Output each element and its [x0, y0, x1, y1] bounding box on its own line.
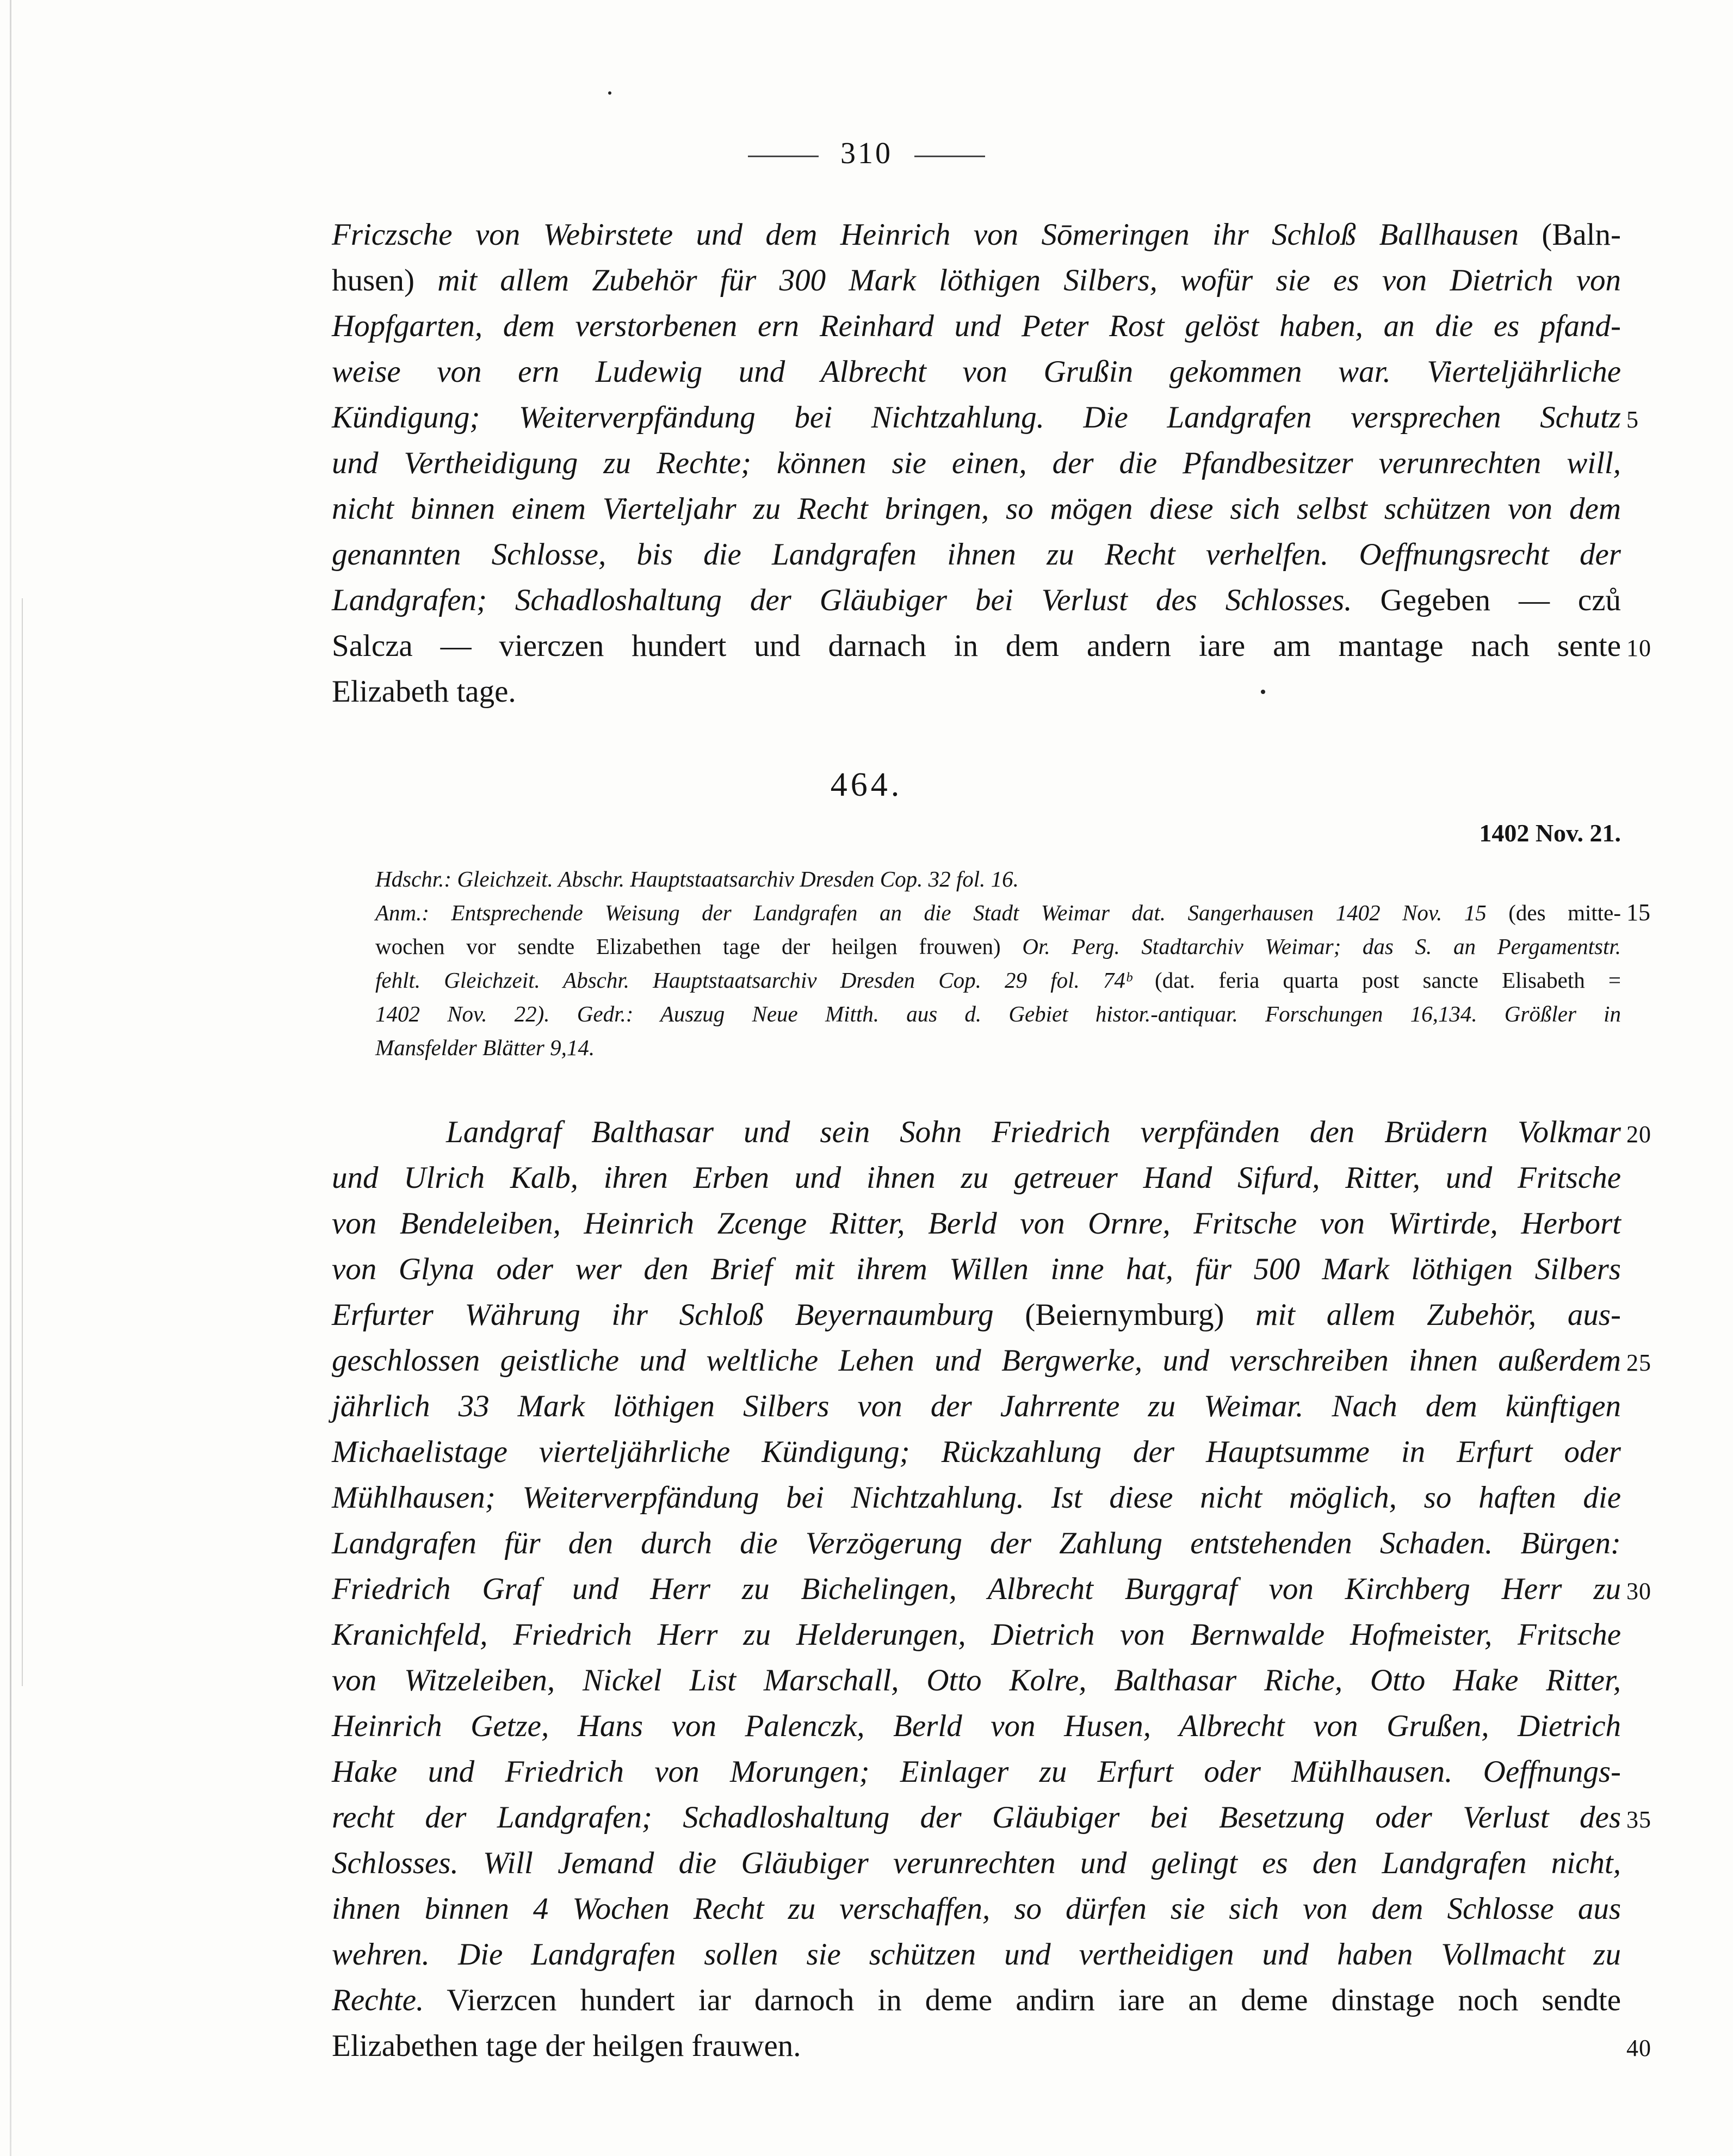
text-run: (Baln- [1518, 218, 1621, 252]
line-number: 25 [1626, 1349, 1651, 1376]
text-run: Friczsche von Webirstete und dem Heinrich von Sōmeringen ihr Schloß Ballhausen [332, 218, 1519, 252]
text-line [332, 669, 1621, 715]
line-number: 40 [1626, 2035, 1651, 2061]
text-line [332, 2023, 1651, 2069]
note-line [375, 862, 1621, 896]
text-run: Rechte. [332, 1983, 424, 2017]
text-run: Elizabethen tage der heilgen frauwen. [332, 2029, 801, 2063]
text-run: weise von ern Ludewig und Albrecht von Grußin gekommen war. Vierteljährliche [332, 355, 1621, 389]
text-run: wochen vor sendte Elizabethen tage der heilgen frouwen) [375, 934, 1023, 959]
note-line [375, 1031, 1621, 1064]
line-number: 10 [1626, 635, 1651, 661]
line-number: 20 [1626, 1121, 1651, 1148]
text-run: Gegeben — czů [1352, 583, 1621, 617]
text-run: Hake und Friedrich von Morungen; Einlager zu Erfurt oder Mühlhausen. Oeffnungs- [332, 1755, 1621, 1789]
note-line [375, 997, 1621, 1031]
text-run: (dat. feria quarta post sancte Elisabeth = [1131, 968, 1621, 993]
text-line [332, 349, 1621, 395]
text-run: Elizabeth tage. [332, 674, 516, 709]
text-line [332, 1292, 1621, 1338]
page-number: 310 [840, 137, 893, 170]
text-run: Kranichfeld, Friedrich Herr zu Helderungen, Dietrich von Bernwalde Hofmeister, Fritsche [332, 1618, 1621, 1652]
scan-edge-line [22, 598, 23, 1686]
text-line [332, 623, 1651, 669]
text-run: Hdschr.: Gleichzeit. Abschr. Hauptstaatsarchiv Dresden Cop. 32 fol. 16. [375, 866, 1019, 891]
text-run: Hopfgarten, dem verstorbenen ern Reinhard und Peter Rost gelöst haben, an die es pfand- [332, 309, 1621, 343]
text-run: Or. Perg. Stadtarchiv Weimar; das S. an Pergamentstr. [1022, 934, 1621, 959]
line-number: 5 [1626, 406, 1639, 433]
text-line [332, 1566, 1651, 1612]
note-line [375, 930, 1621, 963]
text-run: Mühlhausen; Weiterverpfändung bei Nichtzahlung. Ist diese nicht möglich, so haften die [332, 1480, 1621, 1515]
header-dash-right [914, 156, 985, 157]
text-run: (Beiernymburg) [993, 1298, 1256, 1332]
top-paragraph [332, 212, 1651, 715]
main-paragraph [332, 1110, 1651, 2069]
text-run: 1402 Nov. 22). Gedr.: Auszug Neue Mitth. aus d. Gebiet histor.-antiquar. Forschungen 16,134. Größler in [375, 1001, 1621, 1026]
text-run: von Bendeleiben, Heinrich Zcenge Ritter, Berld von Ornre, Fritsche von Wirtirde, Herbort [332, 1206, 1621, 1241]
text-line [332, 1841, 1621, 1886]
text-run: genannten Schlosse, bis die Landgrafen ihnen zu Recht verhelfen. Oeffnungsrecht der [332, 537, 1621, 572]
line-number: 30 [1626, 1578, 1651, 1604]
text-line [332, 1658, 1621, 1703]
text-run: und Ulrich Kalb, ihren Erben und ihnen zu getreuer Hand Sifurd, Ritter, und Fritsche [332, 1161, 1621, 1195]
text-line [332, 486, 1621, 532]
text-line [332, 258, 1621, 303]
text-line [332, 1155, 1621, 1201]
text-run: fehlt. Gleichzeit. Abschr. Hauptstaatsarchiv Dresden Cop. 29 fol. 74ᵇ [375, 968, 1131, 993]
line-number: 35 [1626, 1806, 1651, 1833]
text-run: und Vertheidigung zu Rechte; können sie einen, der die Pfandbesitzer verunrechten will, [332, 446, 1621, 480]
text-line [332, 532, 1621, 578]
text-run: Salcza — vierczen hundert und darnach in dem andern iare am mantage nach sente [332, 629, 1621, 663]
text-line [332, 1201, 1621, 1247]
text-line [332, 578, 1621, 623]
text-run: Schlosses. Will Jemand die Gläubiger verunrechten und gelingt es den Landgrafen nicht, [332, 1846, 1621, 1880]
document-date: 1402 Nov. 21. [1479, 819, 1621, 847]
text-run: (des mitte- [1486, 900, 1621, 925]
text-line [332, 1475, 1621, 1521]
text-line [332, 395, 1639, 441]
text-run: nicht binnen einem Vierteljahr zu Recht bringen, so mögen diese sich selbst schützen von dem [332, 492, 1621, 526]
note-line [375, 963, 1621, 997]
text-line [332, 1612, 1621, 1658]
text-line [332, 1749, 1621, 1795]
text-line [332, 1886, 1621, 1932]
text-line [332, 1110, 1651, 1155]
text-line [332, 1247, 1621, 1292]
text-run: von Witzeleiben, Nickel List Marschall, Otto Kolre, Balthasar Riche, Otto Hake Ritter, [332, 1663, 1621, 1697]
text-run: Heinrich Getze, Hans von Palenczk, Berld von Husen, Albrecht von Grußen, Dietrich [332, 1709, 1621, 1743]
note-line [375, 896, 1650, 930]
text-line [332, 1338, 1651, 1384]
text-run: Landgrafen; Schadloshaltung der Gläubiger bei Verlust des Schlosses. [332, 583, 1352, 617]
text-run: Erfurter Währung ihr Schloß Beyernaumburg [332, 1298, 994, 1332]
text-run: Vierzcen hundert iar darnoch in deme andirn iare an deme dinstage noch sendte [424, 1983, 1621, 2017]
source-notes [375, 862, 1650, 1064]
text-run: von Glyna oder wer den Brief mit ihrem Willen inne hat, für 500 Mark löthigen Silbers [332, 1252, 1621, 1286]
text-run: Landgraf Balthasar und sein Sohn Friedrich verpfänden den Brüdern Volkmar [446, 1115, 1621, 1149]
ink-speck [608, 91, 611, 95]
text-line [332, 1384, 1621, 1429]
text-line [332, 212, 1621, 258]
text-run: mit allem Zubehör für 300 Mark löthigen Silbers, wofür sie es von Dietrich von [437, 263, 1621, 298]
text-line [332, 1932, 1621, 1978]
text-run: Kündigung; Weiterverpfändung bei Nichtzahlung. Die Landgrafen versprechen Schutz [332, 400, 1621, 435]
text-run: mit allem Zubehör, aus- [1255, 1298, 1621, 1332]
text-line [332, 303, 1621, 349]
text-line [332, 1521, 1621, 1566]
text-line [332, 441, 1621, 486]
text-line [332, 1795, 1651, 1841]
text-run: Friedrich Graf und Herr zu Bichelingen, Albrecht Burggraf von Kirchberg Herr zu [332, 1572, 1621, 1606]
text-run: jährlich 33 Mark löthigen Silbers von der Jahrrente zu Weimar. Nach dem künftigen [332, 1389, 1621, 1423]
document-number: 464. [830, 766, 903, 803]
text-run: Landgrafen für den durch die Verzögerung der Zahlung entstehenden Schaden. Bürgen: [332, 1526, 1621, 1560]
page-header [0, 136, 1733, 171]
text-run: ihnen binnen 4 Wochen Recht zu verschaffen, so dürfen sie sich von dem Schlosse aus [332, 1892, 1621, 1926]
text-run: Mansfelder Blätter 9,14. [375, 1035, 595, 1060]
text-run: husen) [332, 263, 438, 298]
scan-edge-shadow [10, 0, 11, 2156]
text-run: wehren. Die Landgrafen sollen sie schützen und vertheidigen und haben Vollmacht zu [332, 1937, 1621, 1972]
text-run: Anm.: Entsprechende Weisung der Landgrafen an die Stadt Weimar dat. Sangerhausen 1402 Nov. 15 [375, 900, 1487, 925]
text-run: geschlossen geistliche und weltliche Lehen und Bergwerke, und verschreiben ihnen außerdem [332, 1343, 1621, 1378]
line-number: 15 [1626, 899, 1650, 926]
text-line [332, 1429, 1621, 1475]
text-line [332, 1978, 1621, 2023]
header-dash-left [748, 156, 819, 157]
text-line [332, 1703, 1621, 1749]
text-run: recht der Landgrafen; Schadloshaltung der Gläubiger bei Besetzung oder Verlust des [332, 1800, 1621, 1835]
ink-speck [1261, 690, 1265, 694]
text-run: Michaelistage vierteljährliche Kündigung; Rückzahlung der Hauptsumme in Erfurt oder [332, 1435, 1621, 1469]
